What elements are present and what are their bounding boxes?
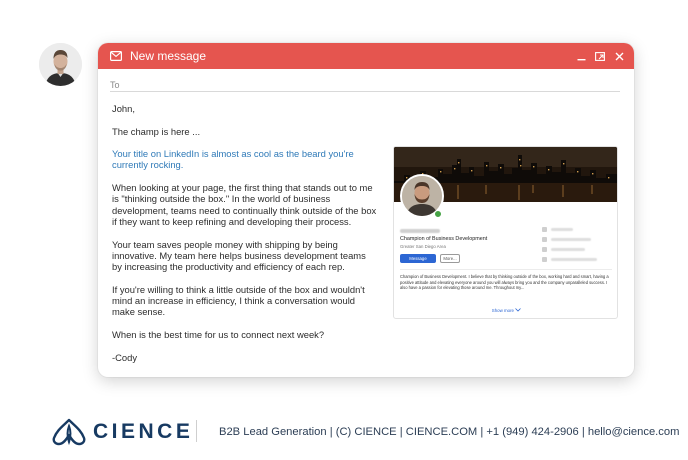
popout-icon[interactable] bbox=[595, 51, 605, 61]
signature: -Cody bbox=[112, 351, 138, 363]
linkedin-profile-card bbox=[393, 146, 618, 319]
sender-avatar bbox=[39, 43, 82, 86]
blurred-name bbox=[400, 229, 440, 233]
mail-icon bbox=[110, 51, 122, 61]
show-more-link[interactable] bbox=[394, 308, 618, 313]
profile-location: Greater San Diego Area bbox=[400, 244, 446, 249]
footer bbox=[0, 410, 688, 454]
more-button[interactable]: More... bbox=[440, 254, 460, 263]
chevron-down-icon bbox=[515, 308, 521, 313]
body-paragraph: If you're willing to think a little outside of the box and wouldn't mind an increase in efficiency, I think a conversation would make sense. bbox=[112, 283, 365, 318]
highlighted-line: Your title on LinkedIn is almost as cool as the beard you're currently rocking. bbox=[112, 148, 354, 171]
blurred-sidebar-details bbox=[542, 227, 612, 267]
to-label: To bbox=[110, 79, 120, 90]
window-controls bbox=[576, 51, 624, 61]
compose-titlebar bbox=[98, 43, 634, 69]
avatar-portrait bbox=[39, 43, 82, 86]
brand-name: CIENCE bbox=[93, 420, 194, 443]
compose-window bbox=[98, 43, 634, 377]
card-divider bbox=[400, 269, 612, 270]
greeting: John, bbox=[112, 103, 135, 114]
opening-line: The champ is here ... bbox=[112, 125, 201, 137]
window-title: New message bbox=[130, 49, 207, 63]
profile-about: Champion of Business Development. I believe that by thinking outside of the box, working hard and smart, having a positive attitude and elevating everyone around you will always bring you and the company unparalleled success. I also have a passion for elevating those around me. Throughout my... bbox=[400, 274, 609, 291]
body-paragraph: When looking at your page, the first thing that stands out to me is "thinking outside the box." In the world of business development, teams need to continually think outside of the box if they want to keep refining and developing their process. bbox=[112, 182, 377, 227]
to-input[interactable] bbox=[124, 80, 620, 90]
message-body[interactable] bbox=[112, 103, 377, 374]
footer-divider bbox=[196, 420, 197, 442]
minimize-icon[interactable] bbox=[576, 51, 586, 61]
online-status-dot bbox=[434, 210, 442, 218]
cience-logo[interactable] bbox=[52, 418, 193, 446]
profile-headline: Champion of Business Development bbox=[400, 236, 488, 242]
message-button[interactable]: Message bbox=[400, 254, 436, 263]
to-field-row bbox=[110, 78, 620, 92]
close-icon[interactable] bbox=[614, 51, 624, 61]
closing-question: When is the best time for us to connect next week? bbox=[112, 328, 325, 340]
cience-logo-icon bbox=[52, 418, 86, 446]
body-paragraph: Your team saves people money with shipping by being innovative. My team here helps business development teams by increasing the productivity and efficiency of each rep. bbox=[112, 238, 366, 273]
footer-contact-info: B2B Lead Generation | (C) CIENCE | CIENCE.COM | +1 (949) 424-2906 | hello@cience.com bbox=[219, 426, 680, 438]
show-more-label: Show more bbox=[491, 308, 514, 313]
